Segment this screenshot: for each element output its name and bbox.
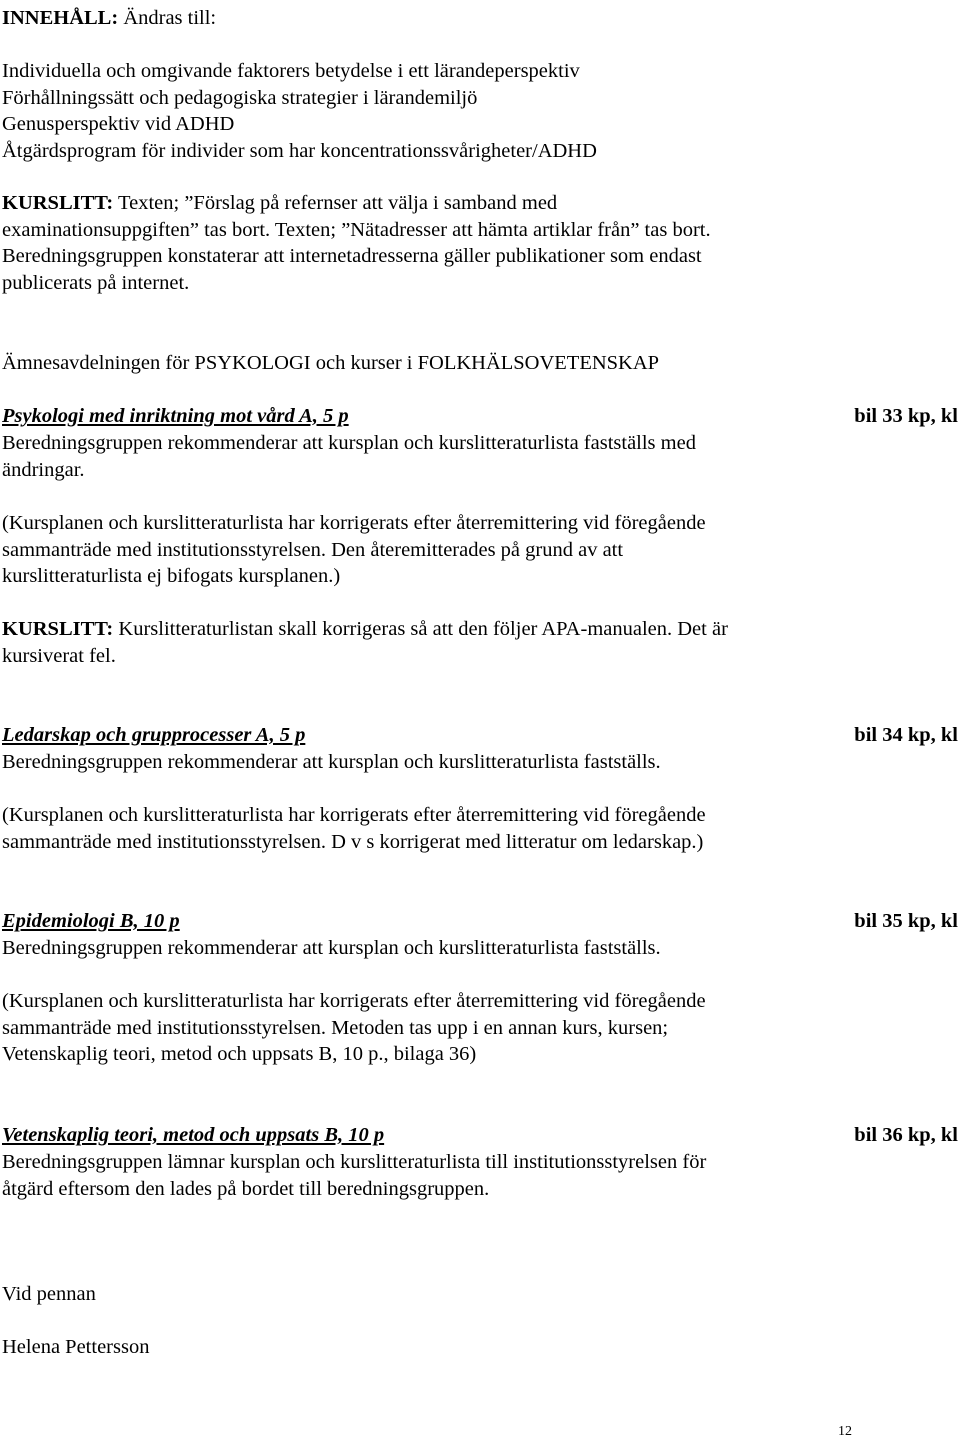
innehall-item: Förhållningssätt och pedagogiska strategier i lärandemiljö (2, 86, 478, 109)
course-note (2, 802, 706, 855)
innehall-item: Åtgärdsprogram för individer som har koncentrationssvårigheter/ADHD (2, 139, 597, 162)
kurslitt-label: KURSLITT: (2, 618, 114, 640)
course-title-text: Psykologi med inriktning mot vård A, 5 p (2, 405, 349, 427)
innehall-list (2, 58, 597, 164)
note-line: (Kursplanen och kurslitteraturlista har korrigerats efter återremittering vid föregående (2, 804, 706, 826)
course-title (2, 722, 305, 749)
course-decision (2, 935, 661, 962)
kurslitt-line: examinationsuppgiften” tas bort. Texten; ”Nätadresser att hämta artiklar från” tas bort. (2, 218, 711, 241)
kurslitt-line: publicerats på internet. (2, 271, 190, 294)
decision-line: ändringar. (2, 458, 85, 481)
decision-line: Beredningsgruppen rekommenderar att kursplan och kurslitteraturlista fastställs med (2, 432, 696, 454)
signature-label: Vid pennan (2, 1283, 96, 1305)
kurslitt-label: KURSLITT: (2, 192, 114, 214)
kurslitt-line: Beredningsgruppen konstaterar att internetadresserna gäller publikationer som endast (2, 245, 702, 267)
innehall-item: Genusperspektiv vid ADHD (2, 113, 235, 135)
course-title-text: Epidemiologi B, 10 p (2, 910, 180, 932)
innehall-text: Ändras till: (118, 7, 217, 29)
course-decision (2, 1149, 706, 1202)
note-line: kurslitteraturlista ej bifogats kursplanen.) (2, 565, 341, 587)
course-kurslitt (2, 616, 728, 669)
course-decision (2, 749, 661, 776)
course-title (2, 403, 349, 430)
course-note (2, 988, 706, 1068)
page-number: 12 (838, 1424, 852, 1439)
note-line: (Kursplanen och kurslitteraturlista har korrigerats efter återremittering vid föregående (2, 990, 706, 1012)
course-title-text: Ledarskap och grupprocesser A, 5 p (2, 724, 306, 746)
innehall-heading (2, 5, 216, 32)
signature-name: Helena Pettersson (2, 1336, 150, 1358)
bilaga-reference: bil 34 kp, kl (854, 724, 958, 746)
course-title (2, 908, 180, 935)
bilaga-reference: bil 33 kp, kl (854, 405, 958, 427)
bilaga-reference: bil 36 kp, kl (854, 1124, 958, 1146)
decision-line: Beredningsgruppen rekommenderar att kursplan och kurslitteraturlista fastställs. (2, 937, 661, 959)
course-note (2, 510, 706, 590)
kurslitt-line: Texten; ”Förslag på refernser att välja i samband med (113, 192, 558, 214)
note-line: sammanträde med institutionsstyrelsen. Den återemitterades på grund av att (2, 538, 624, 561)
note-line: sammanträde med institutionsstyrelsen. Metoden tas upp i en annan kurs, kursen; (2, 1016, 669, 1039)
note-line: (Kursplanen och kurslitteraturlista har korrigerats efter återremittering vid föregående (2, 512, 706, 534)
note-line: sammanträde med institutionsstyrelsen. D v s korrigerat med litteratur om ledarskap.) (2, 830, 704, 853)
innehall-label: INNEHÅLL: (2, 7, 119, 29)
note-line: Vetenskaplig teori, metod och uppsats B, 10 p., bilaga 36) (2, 1043, 477, 1065)
bilaga-reference: bil 35 kp, kl (854, 910, 958, 932)
course-title-text: Vetenskaplig teori, metod och uppsats B, 10 p (2, 1124, 385, 1146)
decision-line: Beredningsgruppen rekommenderar att kursplan och kurslitteraturlista fastställs. (2, 751, 661, 773)
course-decision (2, 430, 696, 483)
department-heading: Ämnesavdelningen för PSYKOLOGI och kurser i FOLKHÄLSOVETENSKAP (2, 352, 660, 374)
innehall-item: Individuella och omgivande faktorers betydelse i ett lärandeperspektiv (2, 60, 580, 82)
decision-line: åtgärd eftersom den lades på bordet till beredningsgruppen. (2, 1177, 490, 1200)
kurslitt-line: kursiverat fel. (2, 644, 116, 667)
kurslitt-line: Kurslitteraturlistan skall korrigeras så att den följer APA-manualen. Det är (113, 618, 728, 640)
course-title (2, 1122, 384, 1149)
kurslitt-paragraph (2, 190, 711, 296)
decision-line: Beredningsgruppen lämnar kursplan och kurslitteraturlista till institutionsstyrelsen för (2, 1151, 707, 1173)
